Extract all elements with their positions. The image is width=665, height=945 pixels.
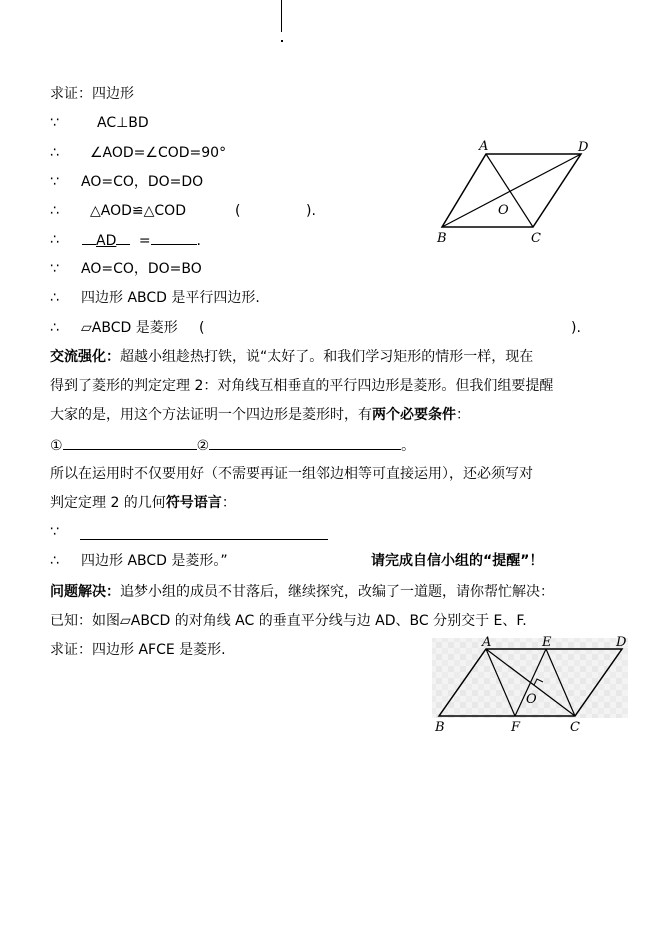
vertex-label-a: A [479, 139, 489, 154]
proof-step-6: AO=CO，DO=BO [81, 261, 202, 277]
vertex-label-c: C [570, 720, 580, 735]
problem-line-1 [50, 582, 554, 602]
vertex-label-d: D [578, 140, 589, 155]
proof-step-4: △AOD≌△COD [90, 203, 186, 219]
parallelogram-figure-1 [428, 138, 613, 250]
condition-1-marker: ① [50, 438, 63, 454]
therefore-symbol: ∴ [50, 232, 59, 248]
proof-step-5 [82, 230, 201, 251]
conditions-line [50, 435, 415, 456]
condition-2-marker: ② [196, 438, 210, 454]
therefore-symbol: ∴ [50, 320, 59, 336]
problem-label: 问题解决： [50, 584, 120, 600]
proof-step-2: ∠AOD=∠COD=90° [90, 145, 227, 161]
center-label-o: O [498, 203, 509, 218]
exchange-text-3a: 大家的是，用这个方法证明一个四边形是菱形时，有 [50, 407, 372, 423]
exchange-text-3b: 两个必要条件 [372, 407, 456, 423]
exchange-text-1: 超越小组趁热打铁，说“太好了。和我们学习矩形的情形一样，现在 [120, 349, 534, 365]
exchange-line-6 [50, 493, 236, 513]
proof-title: 求证：四边形 [50, 86, 134, 102]
problem-text-1: 追梦小组的成员不甘落后，继续探究，改编了一道题，请你帮忙解决： [120, 584, 554, 600]
reason-open-paren: ( [235, 203, 241, 219]
vertex-label-d: D [616, 636, 627, 650]
vertex-label-c: C [531, 231, 541, 246]
therefore-symbol: ∴ [50, 553, 59, 569]
exchange-text-6c: ： [221, 495, 236, 511]
exchange-line-5: 所以在运用时不仅要用好（不需要再证一组邻边相等可直接运用），还必须写对 [50, 466, 533, 482]
vertex-label-b: B [435, 720, 445, 735]
parallelogram-figure-2 [430, 636, 630, 738]
reason-close-paren: ). [306, 203, 316, 219]
point-label-f: F [511, 720, 521, 735]
proof-step-8: ▱ABCD 是菱形 [81, 320, 178, 336]
proof-step-5-left: AD [96, 233, 117, 249]
exchange-line-3 [50, 405, 470, 425]
rhombus-conclusion: 四边形 ABCD 是菱形。” [81, 553, 228, 569]
reminder-prompt: 请完成自信小组的“提醒”！ [371, 553, 544, 569]
vertex-label-b: B [437, 231, 447, 246]
blank-line[interactable] [116, 230, 130, 245]
condition-1-blank[interactable] [63, 435, 197, 450]
therefore-symbol: ∴ [50, 290, 59, 306]
blank-line[interactable] [82, 230, 96, 245]
exchange-label: 交流强化： [50, 349, 120, 365]
top-divider [281, 0, 282, 32]
answer-blank[interactable] [151, 230, 197, 245]
exchange-text-6b: 符号语言 [165, 495, 222, 511]
diagonal-bd [442, 154, 581, 227]
proof-step-7: 四边形 ABCD 是平行四边形. [81, 290, 260, 306]
because-symbol: ∵ [50, 261, 59, 277]
proof-step-5-eq: = [138, 233, 151, 249]
because-symbol: ∵ [50, 174, 59, 190]
top-dot [281, 40, 283, 42]
exchange-text-6a: 判定定理 2 的几何 [50, 495, 166, 511]
because-symbol: ∵ [50, 115, 59, 131]
conditions-end: 。 [401, 438, 416, 454]
diagonal-ac [486, 154, 533, 227]
vertex-label-a: A [482, 636, 492, 650]
reason-close-paren: ). [571, 320, 581, 336]
therefore-symbol: ∴ [50, 203, 59, 219]
therefore-symbol: ∴ [50, 145, 59, 161]
exchange-text-3c: ： [456, 407, 470, 423]
point-label-e: E [542, 636, 552, 650]
exchange-line-2: 得到了菱形的判定定理 2：对角线互相垂直的平行四边形是菱形。但我们组要提醒 [50, 378, 554, 394]
center-label-o: O [526, 692, 537, 707]
reason-open-paren: ( [199, 320, 205, 336]
symbol-language-blank[interactable] [80, 539, 328, 540]
problem-prove: 求证：四边形 AFCE 是菱形. [50, 642, 226, 658]
because-symbol: ∵ [50, 524, 59, 540]
condition-2-blank[interactable] [209, 435, 401, 450]
proof-step-3: AO=CO，DO=DO [81, 174, 204, 190]
proof-step-5-end: . [196, 233, 201, 249]
problem-given: 已知：如图▱ABCD 的对角线 AC 的垂直平分线与边 AD、BC 分别交于 E、F. [50, 613, 527, 629]
proof-step-1: AC⊥BD [97, 115, 149, 131]
exchange-line-1 [50, 347, 533, 367]
